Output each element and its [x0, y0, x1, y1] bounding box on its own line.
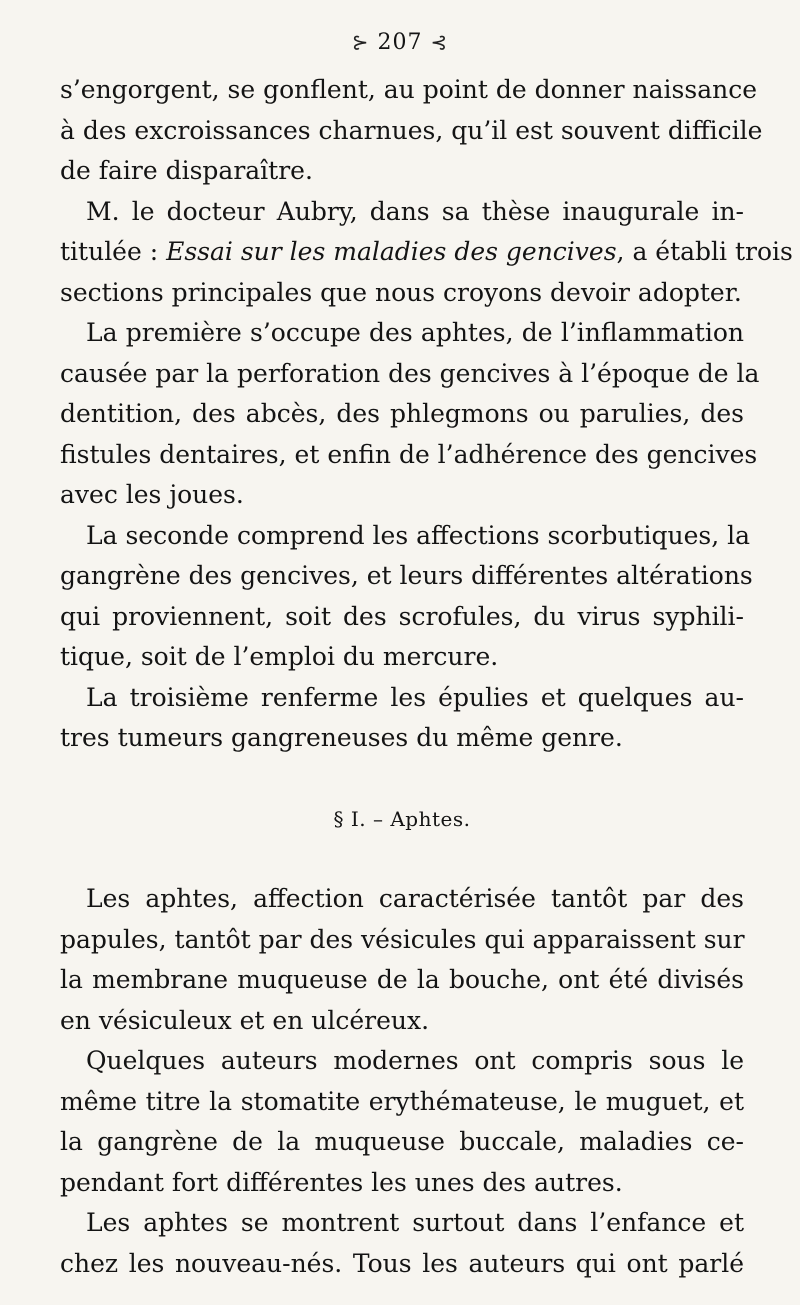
text-line: M. le docteur Aubry, dans sa thèse inaugurale in- [86, 196, 744, 226]
text-line: Quelques auteurs modernes ont compris sous le [86, 1046, 744, 1075]
page-number: 207 [377, 30, 423, 55]
text-line: La seconde comprend les affections scorbutiques, la [86, 520, 751, 550]
text-line: dentition, des abcès, des phlegmons ou parulies, des [60, 399, 744, 428]
text-line: tique, soit de l’emploi du mercure. [60, 642, 499, 671]
text-line: avec les joues. [60, 480, 244, 509]
text-line [60, 232, 793, 273]
text-line: Les aphtes, affection caractérisée tantôt par des [86, 884, 744, 913]
spacer [60, 839, 744, 879]
text-line: Les aphtes se montrent surtout dans l’enfance et [86, 1208, 744, 1237]
text-line: sections principales que nous croyons devoir adopter. [60, 277, 742, 307]
section-title: § I. – Aphtes. [333, 806, 471, 831]
text-line: chez les nouveau-nés. Tous les auteurs qui ont parlé [60, 1248, 744, 1278]
text-run: titulée : [60, 237, 167, 266]
text-line: tres tumeurs gangreneuses du même genre. [60, 723, 623, 752]
text-line: la membrane muqueuse de la bouche, ont été divisés [60, 965, 744, 994]
right-ornament-icon: ⊰ [430, 30, 449, 54]
text-line: qui proviennent, soit des scrofules, du virus syphili- [60, 601, 744, 631]
text-line: de faire disparaître. [60, 156, 313, 185]
text-line: La première s’occupe des aphtes, de l’inflammation [86, 318, 744, 347]
spacer [60, 759, 744, 799]
text-line: causée par la perforation des gencives à l’époque de la [60, 358, 760, 388]
running-head [0, 30, 800, 55]
text-run: , a établi trois [616, 237, 793, 266]
body-text [60, 70, 793, 1284]
text-line: s’engorgent, se gonflent, au point de donner naissance [60, 75, 758, 104]
text-line: papules, tantôt par des vésicules qui apparaissent sur [60, 924, 745, 954]
text-line: fistules dentaires, et enfin de l’adhérence des gencives [60, 439, 758, 469]
text-line: pendant fort différentes les unes des autres. [60, 1167, 623, 1197]
book-title-italic: Essai sur les maladies des gencives [166, 237, 617, 266]
text-line: la gangrène de la muqueuse buccale, maladies ce- [60, 1127, 744, 1156]
text-line: gangrène des gencives, et leurs différentes altérations [60, 561, 753, 590]
text-line: La troisième renferme les épulies et quelques au- [86, 682, 744, 712]
text-block-aphtes [60, 879, 744, 1284]
text-line: même titre la stomatite erythémateuse, le muguet, et [60, 1086, 744, 1116]
left-ornament-icon: ⊱ [351, 30, 370, 54]
text-block-intro [60, 70, 793, 759]
text-line: en vésiculeux et en ulcéreux. [60, 1005, 430, 1035]
text-line: à des excroissances charnues, qu’il est souvent difficile [60, 115, 763, 145]
